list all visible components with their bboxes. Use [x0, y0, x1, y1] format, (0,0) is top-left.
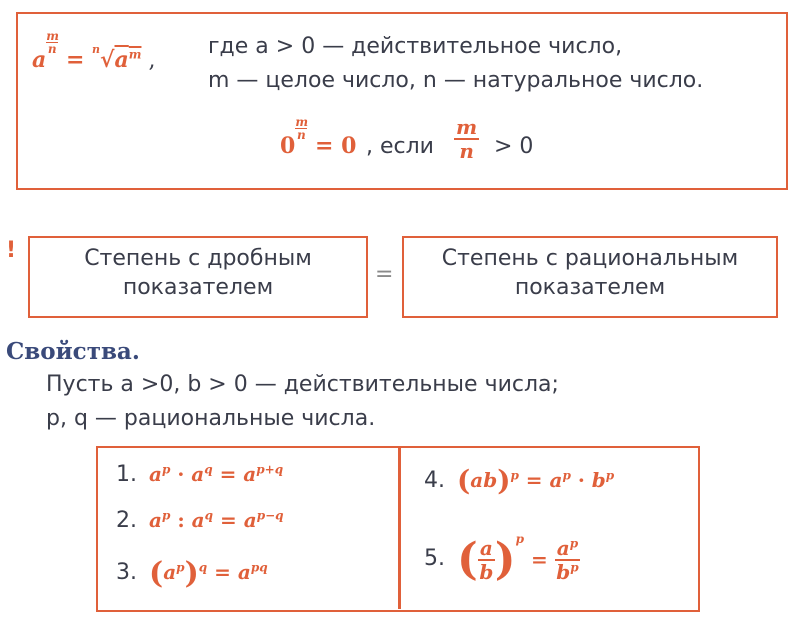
definition-line-2: m — целое число, n — натуральное число.	[208, 68, 704, 93]
property-4	[424, 464, 614, 497]
zero-rule-text: , если	[366, 134, 434, 159]
rational-degree-line-2: показателем	[514, 275, 666, 300]
rational-degree-line-1: Степень с рациональным	[441, 246, 739, 271]
property-3	[116, 556, 268, 591]
property-2-number: 2.	[116, 508, 137, 533]
property-2	[116, 508, 284, 533]
property-5	[424, 532, 580, 585]
properties-heading: Свойства.	[6, 338, 140, 365]
definition-line-1: где a > 0 — действительное число,	[208, 34, 623, 59]
fractional-degree-line-2: показателем	[122, 275, 274, 300]
properties-table	[96, 446, 700, 612]
property-4-number: 4.	[424, 468, 445, 493]
property-1	[116, 462, 283, 487]
important-mark: !	[6, 238, 17, 263]
zero-rule-tail: > 0	[494, 134, 534, 159]
fractional-power-formula: a $\frac{m}{n}$ = $^n√a^m$ ,	[32, 29, 156, 73]
properties-divider	[398, 448, 401, 609]
property-2-formula: $a^p$ : $a^q = a^{p-q}$	[149, 508, 284, 532]
property-5-number: 5.	[424, 546, 445, 571]
property-5-formula: ( $\frac{a}{b}$ )$^p$ = $\frac{a^p}{b^p}$	[457, 532, 579, 585]
property-1-formula: $a^p \cdot a^q = a^{p+q}$	[149, 462, 284, 486]
property-4-formula: $(ab)^p = a^p \cdot b^p$	[457, 464, 615, 497]
fractional-degree-box	[28, 236, 368, 318]
property-3-formula: $(a^p)^q = a^{pq}$	[149, 556, 268, 591]
equals-sign: =	[375, 262, 394, 287]
properties-intro-line-2: p, q — рациональные числа.	[46, 406, 376, 431]
property-3-number: 3.	[116, 560, 137, 585]
properties-intro-line-1: Пусть a >0, b > 0 — действительные числа;	[46, 372, 559, 397]
fractional-degree-line-1: Степень с дробным	[84, 246, 312, 271]
rational-degree-box	[402, 236, 778, 318]
zero-rule-fraction: $\frac{m}{n}$	[456, 115, 478, 163]
zero-power-formula: 0 $\frac{m}{n}$ = 0	[280, 115, 357, 159]
property-1-number: 1.	[116, 462, 137, 487]
definition-box	[16, 12, 788, 190]
